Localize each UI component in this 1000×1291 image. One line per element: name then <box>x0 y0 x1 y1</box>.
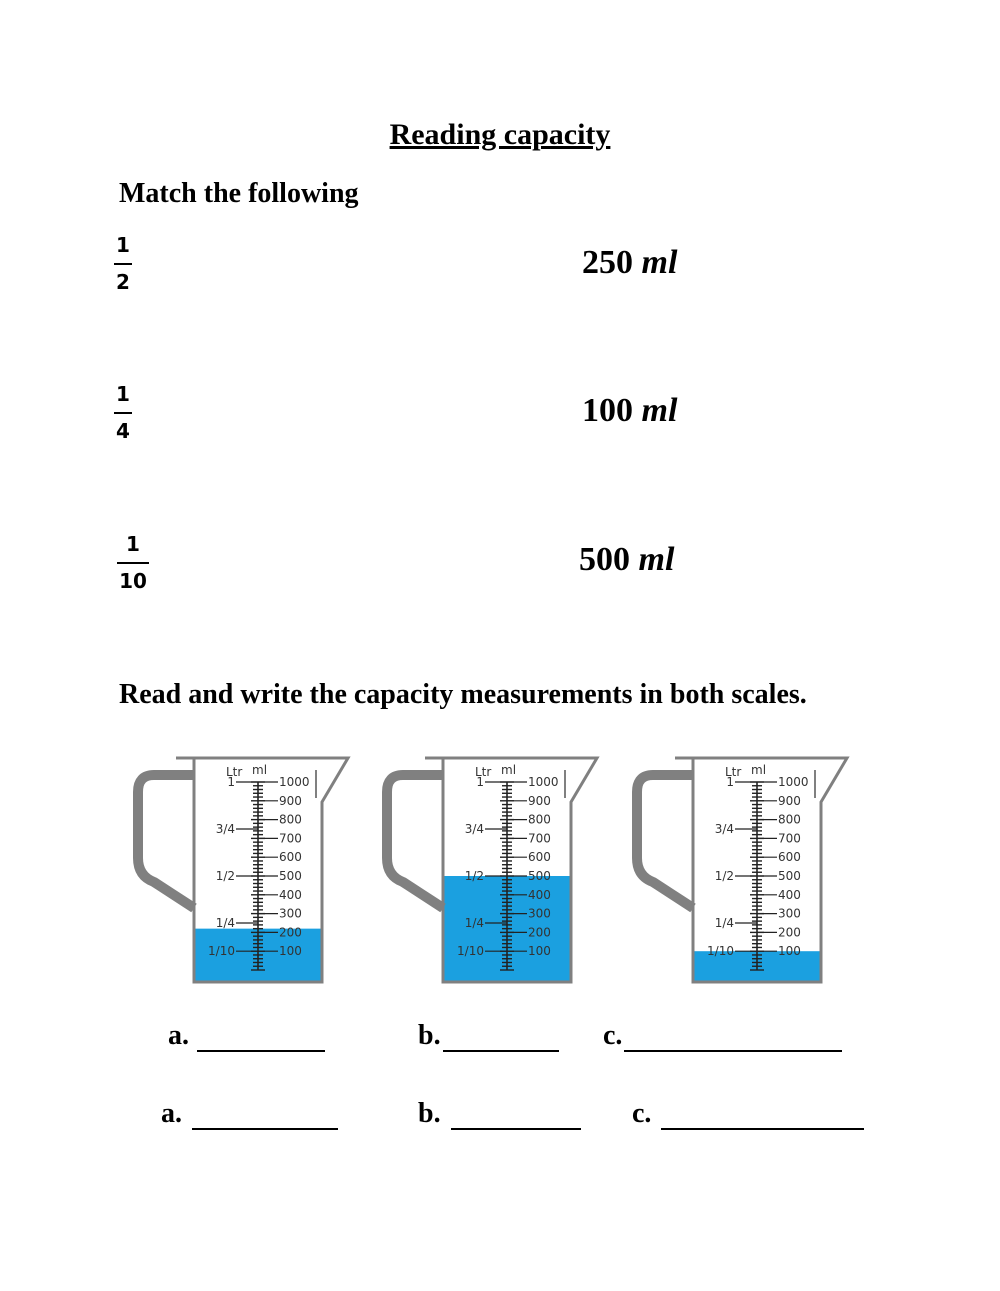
fraction-denominator: 2 <box>116 270 130 294</box>
ml-label: ml <box>252 763 268 777</box>
amount-value: 500 <box>579 541 630 578</box>
ltr-tick-label: 1 <box>726 775 734 789</box>
ml-tick-label: 700 <box>778 831 801 846</box>
ltr-tick-label: 1/2 <box>215 869 235 883</box>
fraction-denominator: 4 <box>116 419 130 443</box>
ltr-tick-label: 1/4 <box>714 916 734 930</box>
fraction-bar <box>114 263 132 265</box>
ml-tick-label: 800 <box>279 812 302 827</box>
amount-500 <box>579 541 674 579</box>
ml-tick-label: 600 <box>279 850 302 865</box>
ml-tick-label: 500 <box>528 869 551 883</box>
fraction-quarter <box>114 383 132 442</box>
jug-body <box>675 758 847 982</box>
jug-c-drawing <box>617 730 865 996</box>
fraction-numerator: 1 <box>116 382 130 406</box>
ml-tick-label: 900 <box>778 793 801 808</box>
ml-tick-label: 500 <box>279 869 302 883</box>
measuring-jug-a <box>118 730 366 996</box>
jug-handle-inner <box>653 792 693 888</box>
fraction-numerator: 1 <box>126 532 140 556</box>
ml-tick-label: 200 <box>279 925 302 940</box>
fraction-half <box>114 234 132 293</box>
ltr-tick-label: 1/2 <box>714 869 734 883</box>
answer-blank[interactable] <box>624 1028 842 1052</box>
measuring-jug-c <box>617 730 865 996</box>
ltr-tick-label: 1 <box>227 775 235 789</box>
ltr-tick-label: 1/2 <box>464 869 484 883</box>
ml-tick-label: 800 <box>528 812 551 827</box>
jug-handle-inner <box>403 792 443 888</box>
answer-c-row1 <box>603 1020 842 1052</box>
fraction-bar <box>114 412 132 414</box>
ltr-tick-label: 1 <box>476 775 484 789</box>
answer-a-row2 <box>161 1098 338 1130</box>
measuring-jug-b <box>367 730 615 996</box>
answer-blank[interactable] <box>661 1106 864 1130</box>
jug-handle <box>138 775 194 908</box>
answer-b-row1 <box>418 1020 559 1052</box>
answer-label: a. <box>168 1020 189 1051</box>
amount-value: 100 <box>582 392 633 429</box>
ml-tick-label: 500 <box>778 869 801 883</box>
ml-tick-label: 400 <box>279 887 302 902</box>
answer-label: a. <box>161 1098 182 1129</box>
fraction-numerator: 1 <box>116 233 130 257</box>
ml-label: ml <box>501 763 517 777</box>
answer-label: b. <box>418 1020 441 1051</box>
ml-tick-label: 100 <box>778 944 801 959</box>
ml-tick-label: 400 <box>528 887 551 902</box>
ltr-tick-label: 3/4 <box>464 822 484 836</box>
amount-value: 250 <box>582 244 633 281</box>
ml-tick-label: 700 <box>279 831 302 846</box>
ltr-tick-label: 1/10 <box>707 944 734 959</box>
ml-tick-label: 600 <box>528 850 551 865</box>
jug-handle-inner <box>154 792 194 888</box>
ml-tick-label: 900 <box>528 793 551 808</box>
match-heading: Match the following <box>119 178 359 209</box>
jug-handle <box>637 775 693 908</box>
answer-label: c. <box>603 1020 623 1051</box>
ltr-tick-label: 1/4 <box>464 916 484 930</box>
ml-tick-label: 900 <box>279 793 302 808</box>
answer-blank[interactable] <box>443 1028 559 1052</box>
amount-unit: ml <box>641 244 678 281</box>
ml-tick-label: 200 <box>778 925 801 940</box>
amount-100 <box>582 392 677 430</box>
fraction-bar <box>117 562 149 564</box>
ltr-tick-label: 1/10 <box>457 944 484 959</box>
answer-a-row1 <box>168 1020 325 1052</box>
answer-label: b. <box>418 1098 441 1129</box>
answer-blank[interactable] <box>192 1106 338 1130</box>
ltr-tick-label: 1/4 <box>215 916 235 930</box>
ml-tick-label: 400 <box>778 887 801 902</box>
amount-250 <box>582 244 677 282</box>
ml-tick-label: 1000 <box>279 775 310 789</box>
ml-tick-label: 800 <box>778 812 801 827</box>
jug-b-drawing <box>367 730 615 996</box>
answer-blank[interactable] <box>197 1028 325 1052</box>
ltr-tick-label: 3/4 <box>714 822 734 836</box>
read-heading: Read and write the capacity measurements in both scales. <box>119 679 807 710</box>
answer-label: c. <box>632 1098 652 1129</box>
fraction-tenth <box>117 533 149 592</box>
ltr-tick-label: 3/4 <box>215 822 235 836</box>
ltr-label: Ltr <box>475 765 492 779</box>
ml-tick-label: 700 <box>528 831 551 846</box>
jug-handle <box>387 775 443 908</box>
fraction-denominator: 10 <box>119 569 147 593</box>
ml-tick-label: 200 <box>528 925 551 940</box>
ml-tick-label: 100 <box>528 944 551 959</box>
ml-tick-label: 100 <box>279 944 302 959</box>
ml-tick-label: 300 <box>778 906 801 921</box>
answer-blank[interactable] <box>451 1106 581 1130</box>
jug-a-drawing <box>118 730 366 996</box>
ltr-label: Ltr <box>226 765 243 779</box>
ml-tick-label: 300 <box>279 906 302 921</box>
ml-tick-label: 1000 <box>528 775 559 789</box>
answer-c-row2 <box>632 1098 864 1130</box>
page-title: Reading capacity <box>389 118 611 151</box>
ltr-tick-label: 1/10 <box>208 944 235 959</box>
ltr-label: Ltr <box>725 765 742 779</box>
ml-tick-label: 300 <box>528 906 551 921</box>
ml-tick-label: 600 <box>778 850 801 865</box>
amount-unit: ml <box>638 541 675 578</box>
ml-label: ml <box>751 763 767 777</box>
amount-unit: ml <box>641 392 678 429</box>
answer-b-row2 <box>418 1098 581 1130</box>
ml-tick-label: 1000 <box>778 775 809 789</box>
